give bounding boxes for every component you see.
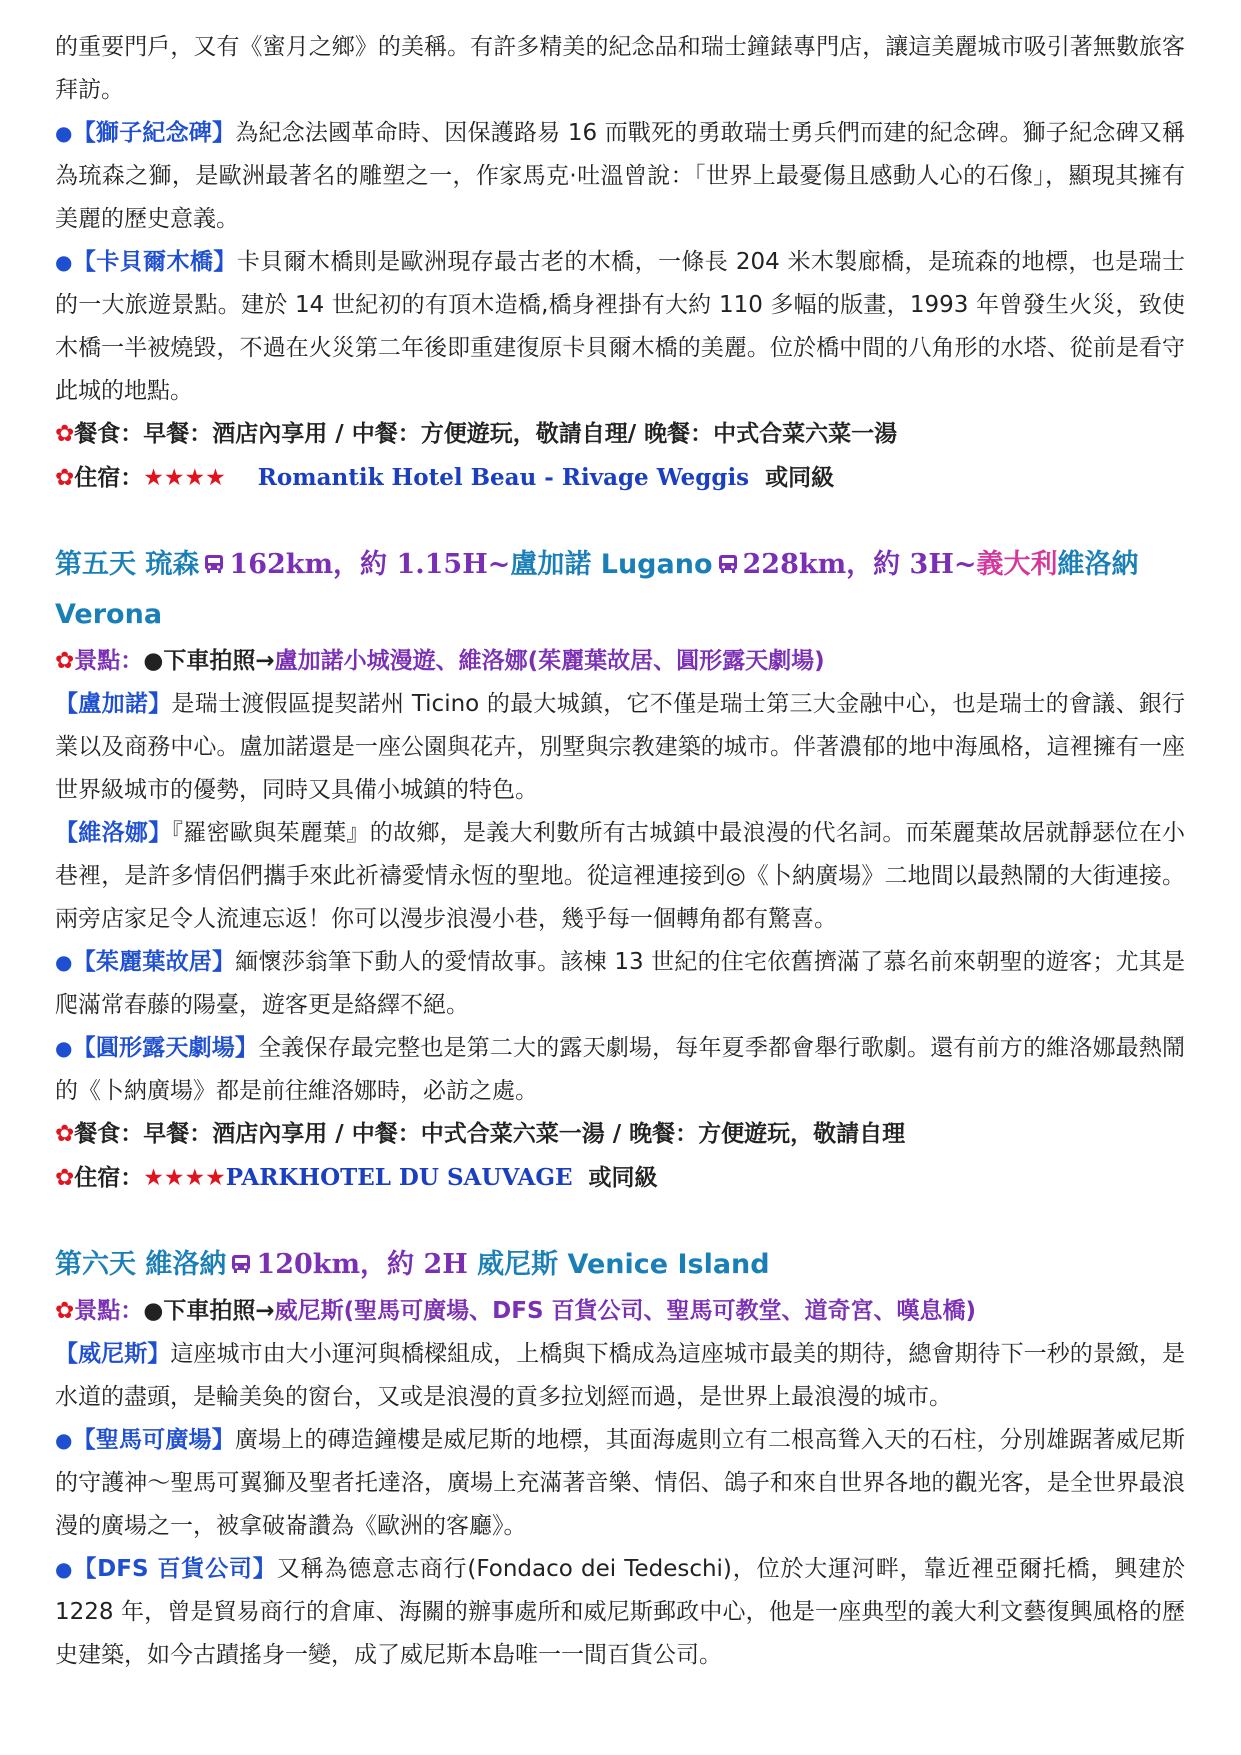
day5-meal bbox=[55, 1113, 1185, 1156]
juliet-title: 【茱麗葉故居】 bbox=[72, 949, 236, 975]
bullet-icon: ● bbox=[55, 250, 73, 274]
hotel-stars: ★★★★ bbox=[143, 465, 226, 491]
verona-title: 【維洛娜】 bbox=[55, 820, 172, 846]
dfs-text: 又稱為德意志商行(Fondaco dei Tedeschi)，位於大運河畔，靠近裡亞爾托橋，興建於 1228 年，曾是貿易商行的倉庫、海關的辦事處所和威尼斯郵政中心，他是一座典型的義大利文藝復興風格的歷史建築，如今古蹟搖身一變，成了威尼斯本島唯一一間百貨公司。 bbox=[55, 1556, 1185, 1668]
spots-label: 景點： bbox=[74, 1298, 144, 1324]
verona-paragraph bbox=[55, 812, 1185, 941]
venice-title: 【威尼斯】 bbox=[55, 1341, 171, 1367]
hotel-label: 住宿： bbox=[74, 465, 144, 491]
lugano-text: 是瑞士渡假區提契諾州 Ticino 的最大城鎮，它不僅是瑞士第三大金融中心，也是瑞士的會議、銀行業以及商務中心。盧加諾還是一座公園與花卉，別墅與宗教建築的城市。伴著濃郁的地中海風格，這裡擁有一座世界級城市的優勢，同時又具備小城鎮的特色。 bbox=[55, 691, 1186, 803]
flower-icon: ✿ bbox=[55, 421, 75, 447]
bullet-icon: ● bbox=[55, 1428, 73, 1452]
lugano-title: 【盧加諾】 bbox=[55, 691, 172, 717]
arena-title: 【圓形露天劇場】 bbox=[72, 1035, 259, 1061]
day5-heading-start: 第五天 琉森 bbox=[55, 549, 200, 580]
bullet-icon: ● bbox=[55, 950, 73, 974]
day5-country: 義大利 bbox=[976, 549, 1058, 580]
meal-text: 餐食：早餐：酒店內享用 / 中餐：方便遊玩，敬請自理/ 晚餐：中式合菜六菜一湯 bbox=[74, 421, 898, 447]
day5-city-verona: 維洛納 bbox=[1057, 549, 1139, 580]
day5-spots bbox=[55, 640, 1185, 683]
day4-meal bbox=[55, 413, 1185, 456]
san-marco-paragraph bbox=[55, 1419, 1185, 1548]
juliet-text: 緬懷莎翁筆下動人的愛情故事。該棟 13 世紀的住宅依舊擠滿了慕名前來朝聖的遊客；尤其是爬滿常春藤的陽臺，遊客更是絡繹不絕。 bbox=[55, 949, 1186, 1018]
day6-distance-1: 120km，約 2H bbox=[256, 1249, 478, 1280]
intro-text: 的重要門戶，又有《蜜月之鄉》的美稱。有許多精美的紀念品和瑞士鐘錶專門店，讓這美麗城市吸引著無數旅客拜訪。 bbox=[55, 34, 1185, 103]
hotel-name: Romantik Hotel Beau - Rivage Weggis bbox=[257, 464, 750, 491]
juliet-paragraph bbox=[55, 941, 1185, 1027]
spots-list: 盧加諾小城漫遊、維洛娜(茱麗葉故居、圓形露天劇場) bbox=[274, 648, 825, 674]
flower-icon: ✿ bbox=[55, 1121, 75, 1147]
arena-text: 全義保存最完整也是第二大的露天劇場，每年夏季都會舉行歌劇。還有前方的維洛娜最熱鬧的《卜納廣場》都是前往維洛娜時，必訪之處。 bbox=[55, 1035, 1186, 1104]
day5-hotel bbox=[55, 1156, 1185, 1200]
san-marco-text: 廣場上的磚造鐘樓是威尼斯的地標，其面海處則立有二根高聳入天的石柱，分別雄踞著威尼斯的守護神～聖馬可翼獅及聖者托達洛，廣場上充滿著音樂、情侶、鴿子和來自世界各地的觀光客，是全世界最浪漫的廣場之一，被拿破崙讚為《歐洲的客廳》。 bbox=[55, 1427, 1186, 1539]
day6-heading-start: 第六天 維洛納 bbox=[55, 1249, 227, 1280]
flower-icon: ✿ bbox=[55, 465, 75, 491]
bus-icon bbox=[203, 554, 225, 574]
bus-icon bbox=[230, 1254, 252, 1274]
hotel-name: PARKHOTEL DU SAUVAGE bbox=[225, 1164, 573, 1191]
day6-spots bbox=[55, 1290, 1185, 1333]
day5-heading bbox=[55, 540, 1185, 640]
dfs-paragraph bbox=[55, 1548, 1185, 1677]
dfs-title: 【DFS 百貨公司】 bbox=[73, 1556, 277, 1582]
lugano-paragraph bbox=[55, 683, 1185, 812]
san-marco-title: 【聖馬可廣場】 bbox=[72, 1427, 235, 1453]
bridge-title: 【卡貝爾木橋】 bbox=[72, 249, 237, 275]
intro-paragraph bbox=[55, 26, 1185, 112]
day6-city-venice: 威尼斯 Venice Island bbox=[477, 1249, 770, 1280]
bullet-icon: ● bbox=[55, 1036, 73, 1060]
chapel-bridge-paragraph bbox=[55, 241, 1185, 413]
bullet-icon: ● bbox=[55, 121, 73, 145]
itinerary-page bbox=[55, 26, 1185, 1677]
day6-heading bbox=[55, 1240, 1185, 1290]
bridge-text: 卡貝爾木橋則是歐洲現存最古老的木橋，一條長 204 米木製廊橋，是琉森的地標，也是瑞士的一大旅遊景點。建於 14 世紀初的有頂木造橋,橋身裡掛有大約 110 多幅的版畫，1993 年曾發生火災，致使木橋一半被燒毀，不過在火災第二年後即重建復原卡貝爾木橋的美麗。位於橋中間的八角形的水塔、從前是看守此城的地點。 bbox=[55, 249, 1186, 404]
day5-distance-1: 162km，約 1.15H~ bbox=[229, 549, 511, 580]
spots-list: 威尼斯(聖馬可廣場、DFS 百貨公司、聖馬可教堂、道奇宮、嘆息橋) bbox=[274, 1298, 977, 1324]
venice-paragraph bbox=[55, 1333, 1185, 1419]
spots-lead: ●下車拍照→ bbox=[143, 648, 275, 674]
hotel-suffix: 或同級 bbox=[765, 465, 835, 491]
day5-distance-2: 228km，約 3H~ bbox=[742, 549, 977, 580]
lion-title: 【獅子紀念碑】 bbox=[72, 120, 236, 146]
day4-hotel bbox=[55, 456, 1185, 500]
meal-text: 餐食：早餐：酒店內享用 / 中餐：中式合菜六菜一湯 / 晚餐：方便遊玩，敬請自理 bbox=[74, 1121, 906, 1147]
spots-lead: ●下車拍照→ bbox=[143, 1298, 275, 1324]
flower-icon: ✿ bbox=[55, 648, 75, 674]
day5-heading-verona: Verona bbox=[55, 599, 163, 630]
hotel-label: 住宿： bbox=[74, 1165, 144, 1191]
bus-icon bbox=[717, 554, 739, 574]
day5-city-lugano: 盧加諾 Lugano bbox=[510, 549, 713, 580]
lion-text: 為紀念法國革命時、因保護路易 16 而戰死的勇敢瑞士勇兵們而建的紀念碑。獅子紀念碑又稱為琉森之獅，是歐洲最著名的雕塑之一，作家馬克·吐溫曾說：「世界上最憂傷且感動人心的石像」，顯現其擁有美麗的歷史意義。 bbox=[55, 120, 1186, 232]
bullet-icon: ● bbox=[55, 1557, 74, 1581]
verona-text: 『羅密歐與茱麗葉』的故鄉，是義大利數所有古城鎮中最浪漫的代名詞。而茱麗葉故居就靜瑟位在小巷裡，是許多情侶們攜手來此祈禱愛情永恆的聖地。從這裡連接到◎《卜納廣場》二地間以最熱鬧的大街連接。兩旁店家足令人流連忘返！你可以漫步浪漫小巷，幾乎每一個轉角都有驚喜。 bbox=[55, 820, 1186, 932]
hotel-stars: ★★★★ bbox=[143, 1165, 226, 1191]
lion-monument-paragraph bbox=[55, 112, 1185, 241]
spots-label: 景點： bbox=[74, 648, 144, 674]
venice-text: 這座城市由大小運河與橋樑組成，上橋與下橋成為這座城市最美的期待，總會期待下一秒的景緻，是水道的盡頭，是輪美奐的窗台，又或是浪漫的貢多拉划經而過，是世界上最浪漫的城市。 bbox=[55, 1341, 1185, 1410]
flower-icon: ✿ bbox=[55, 1298, 75, 1324]
flower-icon: ✿ bbox=[55, 1165, 75, 1191]
hotel-suffix: 或同級 bbox=[588, 1165, 658, 1191]
arena-paragraph bbox=[55, 1027, 1185, 1113]
